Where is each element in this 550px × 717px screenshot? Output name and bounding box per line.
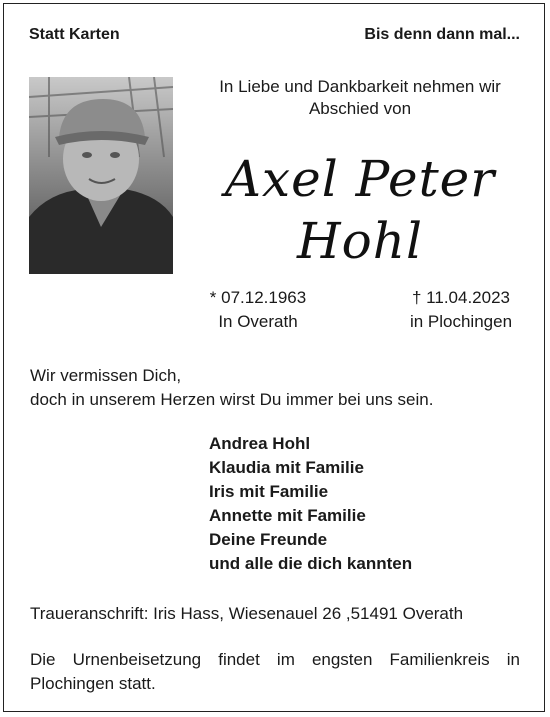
birth-place: In Overath <box>218 312 298 331</box>
death-place: in Plochingen <box>409 312 513 331</box>
mourner: Klaudia mit Familie <box>209 458 364 477</box>
mourning-address: Traueranschrift: Iris Hass, Wiesenauel 26 ,51491 Overath <box>30 604 464 623</box>
birth-info <box>198 286 318 334</box>
deceased-first-names: Axel Peter <box>224 150 496 208</box>
mourner: und alle die dich kannten <box>209 554 413 573</box>
header-left: Statt Karten <box>29 26 120 43</box>
message-line-2: doch in unserem Herzen wirst Du immer bei uns sein. <box>30 390 434 409</box>
message <box>30 364 433 412</box>
mourners-list <box>209 432 412 576</box>
mourner: Iris mit Familie <box>209 482 329 501</box>
death-date: † 11.04.2023 <box>412 288 510 307</box>
message-line-1: Wir vermissen Dich, <box>30 366 182 385</box>
death-info <box>400 286 522 334</box>
mourner: Andrea Hohl <box>209 434 311 453</box>
portrait-photo <box>29 77 173 274</box>
birth-date: * 07.12.1963 <box>209 288 307 307</box>
intro-line-1: In Liebe und Dankbarkeit nehmen wir <box>219 77 501 96</box>
header-right: Bis denn dann mal... <box>364 26 520 43</box>
deceased-last-name: Hohl <box>297 212 423 270</box>
mourner: Annette mit Familie <box>209 506 366 525</box>
mourner: Deine Freunde <box>209 530 328 549</box>
ceremony-note: Die Urnenbeisetzung findet im engsten Familienkreis in Plochingen statt. <box>30 650 520 693</box>
intro-line-2: Abschied von <box>308 99 412 118</box>
intro-text <box>190 76 530 120</box>
